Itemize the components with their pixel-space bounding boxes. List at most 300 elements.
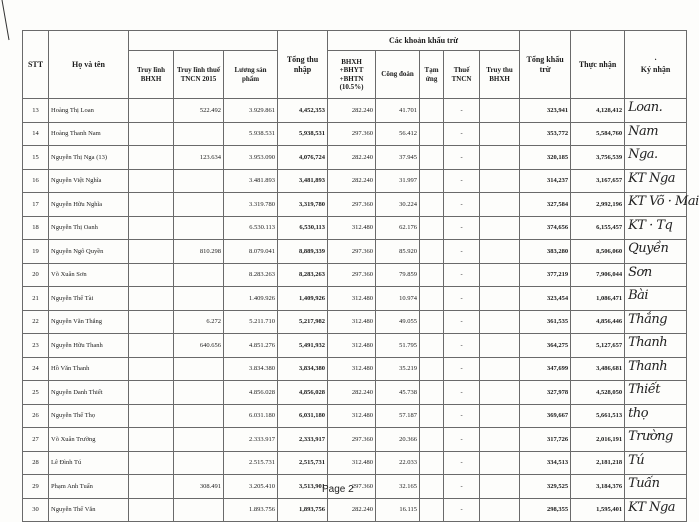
cell-ky-nhan [625,451,687,475]
cell-stt: 29 [23,475,49,499]
col-tam-ung: Tạm ứng [420,51,444,99]
cell-tong-thu-nhap: 8,889,339 [278,240,328,264]
cell-truy-linh-thue: 640.656 [174,334,224,358]
cell-thue-tncn: - [444,451,480,475]
cell-thuc-nhan: 7,906,044 [571,263,625,287]
cell-tong-khau-tru: 323,454 [520,287,571,311]
cell-thuc-nhan: 1,086,471 [571,287,625,311]
page-edge-mark [0,0,14,40]
cell-tong-thu-nhap: 4,076,724 [278,146,328,170]
cell-luong-san-pham: 3.205.410 [224,475,278,499]
cell-tam-ung [420,334,444,358]
cell-stt: 19 [23,240,49,264]
cell-truy-linh-bhxh [129,334,174,358]
cell-thue-tncn: - [444,193,480,217]
cell-stt: 28 [23,451,49,475]
cell-ky-nhan [625,428,687,452]
cell-thuc-nhan: 2,992,196 [571,193,625,217]
cell-name: Võ Xuân Sơn [49,263,129,287]
cell-luong-san-pham: 6.530.113 [224,216,278,240]
cell-truy-linh-thue [174,428,224,452]
cell-truy-linh-bhxh [129,287,174,311]
cell-truy-linh-thue [174,122,224,146]
cell-tam-ung [420,451,444,475]
cell-truy-linh-bhxh [129,169,174,193]
table-row [23,310,687,334]
cell-tong-khau-tru: 320,185 [520,146,571,170]
cell-tong-khau-tru: 314,237 [520,169,571,193]
cell-name: Nguyễn Hữu Nghĩa [49,193,129,217]
cell-cong-doan: 41.701 [376,99,420,123]
cell-ky-nhan [625,404,687,428]
cell-tong-khau-tru: 323,941 [520,99,571,123]
cell-thue-tncn: - [444,263,480,287]
cell-truy-thu-bhxh [480,122,520,146]
cell-thue-tncn: - [444,169,480,193]
cell-thuc-nhan: 5,127,657 [571,334,625,358]
cell-cong-doan: 20.366 [376,428,420,452]
cell-ky-nhan [625,310,687,334]
cell-thuc-nhan: 6,155,457 [571,216,625,240]
cell-truy-thu-bhxh [480,216,520,240]
cell-stt: 14 [23,122,49,146]
cell-tong-khau-tru: 361,535 [520,310,571,334]
cell-stt: 16 [23,169,49,193]
payroll-table [22,30,699,522]
table-row [23,334,687,358]
cell-cong-doan: 35.219 [376,357,420,381]
cell-name: Hoàng Thanh Nam [49,122,129,146]
cell-stt: 18 [23,216,49,240]
cell-name: Nguyễn Ngô Quyền [49,240,129,264]
cell-thuc-nhan: 4,528,050 [571,381,625,405]
cell-truy-thu-bhxh [480,428,520,452]
cell-luong-san-pham: 3.481.893 [224,169,278,193]
cell-truy-linh-thue [174,451,224,475]
cell-truy-thu-bhxh [480,310,520,334]
cell-name: Nguyễn Danh Thiết [49,381,129,405]
cell-thue-tncn: - [444,99,480,123]
cell-bhxh-bhyt-bhtn: 312.480 [328,287,376,311]
cell-thue-tncn: - [444,287,480,311]
cell-truy-linh-bhxh [129,216,174,240]
cell-ky-nhan [625,263,687,287]
cell-thuc-nhan: 3,756,539 [571,146,625,170]
cell-cong-doan: 62.176 [376,216,420,240]
cell-bhxh-bhyt-bhtn: 282.240 [328,99,376,123]
cell-name: Nguyễn Thị Oanh [49,216,129,240]
cell-thuc-nhan: 4,128,412 [571,99,625,123]
cell-name: Nguyễn Thế Văn [49,498,129,522]
cell-name: Lê Đình Tú [49,451,129,475]
table-row [23,263,687,287]
cell-thue-tncn: - [444,310,480,334]
cell-tong-thu-nhap: 3,481,893 [278,169,328,193]
signature-handwriting: Sơn [628,264,652,280]
signature-handwriting: KT Võ · Mai [628,194,699,209]
cell-luong-san-pham: 8.079.041 [224,240,278,264]
cell-thuc-nhan: 1,595,401 [571,498,625,522]
cell-tong-thu-nhap: 2,333,917 [278,428,328,452]
cell-tam-ung [420,122,444,146]
cell-ky-nhan [625,498,687,522]
cell-tam-ung [420,287,444,311]
cell-truy-thu-bhxh [480,263,520,287]
cell-luong-san-pham: 3.319.780 [224,193,278,217]
cell-tong-thu-nhap: 4,856,028 [278,381,328,405]
cell-truy-linh-bhxh [129,475,174,499]
cell-truy-linh-bhxh [129,99,174,123]
cell-truy-linh-thue [174,357,224,381]
cell-thue-tncn: - [444,357,480,381]
col-name: Họ và tên [49,31,129,99]
cell-tong-thu-nhap: 8,283,263 [278,263,328,287]
cell-cong-doan: 57.187 [376,404,420,428]
cell-thue-tncn: - [444,404,480,428]
cell-name: Võ Xuân Trường [49,428,129,452]
table-row [23,146,687,170]
cell-truy-linh-bhxh [129,428,174,452]
cell-tam-ung [420,428,444,452]
cell-tong-thu-nhap: 1,893,756 [278,498,328,522]
cell-truy-linh-thue [174,169,224,193]
cell-thuc-nhan: 3,184,376 [571,475,625,499]
cell-truy-thu-bhxh [480,404,520,428]
cell-bhxh-bhyt-bhtn: 282.240 [328,146,376,170]
cell-ky-nhan [625,193,699,217]
cell-tam-ung [420,263,444,287]
col-truy-thu-bhxh: Truy thu BHXH [480,51,520,99]
cell-stt: 23 [23,334,49,358]
signature-handwriting: Thiết [628,382,661,397]
cell-stt: 24 [23,357,49,381]
cell-tong-khau-tru: 353,772 [520,122,571,146]
cell-thue-tncn: - [444,428,480,452]
ky-nhan-label: Ký nhận [640,64,671,74]
cell-name: Phạm Anh Tuấn [49,475,129,499]
table-row [23,169,687,193]
cell-tam-ung [420,99,444,123]
cell-truy-thu-bhxh [480,193,520,217]
col-bhxh-bhyt-bhtn: BHXH +BHYT +BHTN (10.5%) [328,51,376,99]
cell-bhxh-bhyt-bhtn: 297.360 [328,263,376,287]
cell-stt: 13 [23,99,49,123]
signature-handwriting: Loan. [628,100,663,115]
cell-luong-san-pham: 4.856.028 [224,381,278,405]
cell-tong-thu-nhap: 6,031,180 [278,404,328,428]
cell-cong-doan: 37.945 [376,146,420,170]
cell-stt: 27 [23,428,49,452]
cell-tong-thu-nhap: 3,513,901 [278,475,328,499]
cell-thue-tncn: - [444,498,480,522]
signature-handwriting: thọ [628,405,649,421]
cell-tong-thu-nhap: 5,217,982 [278,310,328,334]
cell-truy-linh-bhxh [129,381,174,405]
cell-name: Nguyễn Thị Nga (13) [49,146,129,170]
cell-bhxh-bhyt-bhtn: 312.480 [328,404,376,428]
cell-thue-tncn: - [444,381,480,405]
cell-stt: 21 [23,287,49,311]
cell-cong-doan: 16.115 [376,498,420,522]
col-luong-san-pham: Lương sản phẩm [224,51,278,99]
col-cac-khoan-khau-tru: Các khoản khấu trừ [328,31,520,51]
cell-cong-doan: 22.033 [376,451,420,475]
cell-luong-san-pham: 2.515.731 [224,451,278,475]
cell-ky-nhan [625,216,687,240]
cell-tong-khau-tru: 383,280 [520,240,571,264]
signature-handwriting: Quyền [628,241,669,256]
cell-ky-nhan [625,169,687,193]
cell-luong-san-pham: 5.211.710 [224,310,278,334]
cell-truy-linh-thue: 308.491 [174,475,224,499]
cell-truy-thu-bhxh [480,334,520,358]
table-row [23,404,687,428]
cell-bhxh-bhyt-bhtn: 297.360 [328,122,376,146]
col-truy-linh-thue: Truy lĩnh thuế TNCN 2015 [174,51,224,99]
cell-tam-ung [420,216,444,240]
col-ky-nhan [625,31,687,99]
cell-thue-tncn: - [444,475,480,499]
cell-cong-doan: 10.974 [376,287,420,311]
cell-truy-linh-bhxh [129,193,174,217]
cell-stt: 25 [23,381,49,405]
cell-thuc-nhan: 2,181,218 [571,451,625,475]
cell-thuc-nhan: 3,486,681 [571,357,625,381]
cell-cong-doan: 85.920 [376,240,420,264]
cell-bhxh-bhyt-bhtn: 282.240 [328,169,376,193]
cell-truy-linh-thue [174,216,224,240]
cell-bhxh-bhyt-bhtn: 297.360 [328,193,376,217]
cell-truy-thu-bhxh [480,357,520,381]
signature-handwriting: Trường [628,429,673,444]
signature-handwriting: KT Nga [628,499,676,515]
cell-truy-thu-bhxh [480,381,520,405]
cell-thue-tncn: - [444,240,480,264]
cell-truy-linh-bhxh [129,404,174,428]
table-row [23,451,687,475]
cell-ky-nhan [625,475,687,499]
cell-ky-nhan [625,99,687,123]
cell-tong-khau-tru: 329,525 [520,475,571,499]
cell-luong-san-pham: 4.851.276 [224,334,278,358]
cell-ky-nhan [625,287,687,311]
col-truy-linh-bhxh: Truy lĩnh BHXH [129,51,174,99]
cell-luong-san-pham: 1.409.926 [224,287,278,311]
cell-tam-ung [420,169,444,193]
cell-tam-ung [420,357,444,381]
cell-cong-doan: 79.859 [376,263,420,287]
cell-truy-linh-bhxh [129,240,174,264]
cell-tong-khau-tru: 374,656 [520,216,571,240]
cell-tong-thu-nhap: 4,452,353 [278,99,328,123]
cell-truy-linh-bhxh [129,357,174,381]
table-row [23,193,687,217]
signature-handwriting: Thanh [628,335,668,350]
cell-tam-ung [420,193,444,217]
cell-thuc-nhan: 5,661,513 [571,404,625,428]
cell-truy-linh-thue [174,404,224,428]
cell-bhxh-bhyt-bhtn: 312.480 [328,216,376,240]
cell-stt: 20 [23,263,49,287]
cell-tam-ung [420,310,444,334]
cell-bhxh-bhyt-bhtn: 297.360 [328,428,376,452]
cell-bhxh-bhyt-bhtn: 282.240 [328,498,376,522]
cell-luong-san-pham: 3.929.861 [224,99,278,123]
cell-truy-thu-bhxh [480,451,520,475]
col-tong-thu-nhap: Tổng thu nhập [278,31,328,99]
cell-tong-khau-tru: 327,584 [520,193,571,217]
col-stt: STT [23,31,49,99]
cell-cong-doan: 45.738 [376,381,420,405]
cell-tong-thu-nhap: 3,319,780 [278,193,328,217]
cell-thue-tncn: - [444,334,480,358]
cell-tong-khau-tru: 298,355 [520,498,571,522]
table-row [23,357,687,381]
cell-bhxh-bhyt-bhtn: 312.480 [328,310,376,334]
cell-name: Hồ Văn Thanh [49,357,129,381]
cell-luong-san-pham: 5.938.531 [224,122,278,146]
cell-truy-thu-bhxh [480,498,520,522]
table-row [23,287,687,311]
cell-stt: 30 [23,498,49,522]
cell-bhxh-bhyt-bhtn: 312.480 [328,334,376,358]
cell-truy-linh-bhxh [129,310,174,334]
signature-handwriting: Tuấn [628,476,660,491]
col-tong-khau-tru: Tổng khấu trừ [520,31,571,99]
cell-name: Nguyễn Hữu Thanh [49,334,129,358]
cell-name: Nguyễn Văn Thắng [49,310,129,334]
signature-handwriting: Thanh [628,358,668,374]
col-thuc-nhan: Thực nhận [571,31,625,99]
table-row [23,381,687,405]
cell-truy-linh-bhxh [129,498,174,522]
cell-ky-nhan [625,146,687,170]
signature-handwriting: Bài [628,288,649,303]
cell-truy-thu-bhxh [480,146,520,170]
signature-handwriting: Thắng [628,311,668,327]
cell-truy-linh-thue: 123.634 [174,146,224,170]
cell-truy-linh-thue [174,287,224,311]
cell-tong-khau-tru: 369,667 [520,404,571,428]
cell-ky-nhan [625,381,687,405]
cell-truy-linh-thue [174,498,224,522]
cell-luong-san-pham: 3.953.090 [224,146,278,170]
cell-truy-thu-bhxh [480,475,520,499]
cell-bhxh-bhyt-bhtn: 312.480 [328,451,376,475]
cell-thue-tncn: - [444,216,480,240]
signature-handwriting: Nam [628,123,659,139]
cell-thue-tncn: - [444,122,480,146]
cell-stt: 22 [23,310,49,334]
cell-luong-san-pham: 8.283.263 [224,263,278,287]
cell-cong-doan: 31.997 [376,169,420,193]
cell-tong-khau-tru: 347,699 [520,357,571,381]
table-row [23,216,687,240]
cell-luong-san-pham: 3.834.380 [224,357,278,381]
cell-tong-thu-nhap: 6,530,113 [278,216,328,240]
cell-truy-linh-thue: 6.272 [174,310,224,334]
cell-truy-linh-bhxh [129,122,174,146]
cell-thuc-nhan: 3,167,657 [571,169,625,193]
cell-name: Nguyễn Việt Nghĩa [49,169,129,193]
cell-truy-thu-bhxh [480,287,520,311]
cell-tong-thu-nhap: 3,834,380 [278,357,328,381]
cell-tam-ung [420,475,444,499]
cell-thue-tncn: - [444,146,480,170]
cell-truy-linh-bhxh [129,451,174,475]
cell-truy-thu-bhxh [480,99,520,123]
cell-tong-khau-tru: 377,219 [520,263,571,287]
cell-luong-san-pham: 1.893.756 [224,498,278,522]
page-number: Page 2 [322,484,354,495]
cell-tong-khau-tru: 317,726 [520,428,571,452]
table-row [23,99,687,123]
cell-cong-doan: 49.055 [376,310,420,334]
cell-luong-san-pham: 6.031.180 [224,404,278,428]
signature-handwriting: Nga. [628,147,658,162]
cell-bhxh-bhyt-bhtn: 297.360 [328,240,376,264]
cell-stt: 15 [23,146,49,170]
cell-thuc-nhan: 2,016,191 [571,428,625,452]
cell-ky-nhan [625,240,687,264]
cell-truy-linh-thue: 810.298 [174,240,224,264]
cell-tam-ung [420,404,444,428]
cell-thuc-nhan: 5,584,760 [571,122,625,146]
cell-tong-thu-nhap: 2,515,731 [278,451,328,475]
col-thue-tncn: Thuế TNCN [444,51,480,99]
cell-name: Nguyễn Thế Thọ [49,404,129,428]
cell-ky-nhan [625,334,687,358]
cell-tong-thu-nhap: 5,491,932 [278,334,328,358]
cell-tong-khau-tru: 334,513 [520,451,571,475]
cell-ky-nhan [625,122,687,146]
cell-thuc-nhan: 8,506,060 [571,240,625,264]
signature-handwriting: Tú [628,452,645,468]
signature-handwriting: KT Nga [628,170,676,186]
ky-nhan-dot: · [654,55,657,65]
table-row [23,122,687,146]
cell-truy-linh-bhxh [129,146,174,170]
cell-cong-doan: 30.224 [376,193,420,217]
table-row [23,498,687,522]
cell-luong-san-pham: 2.333.917 [224,428,278,452]
table-row [23,428,687,452]
cell-tam-ung [420,381,444,405]
cell-tong-thu-nhap: 5,938,531 [278,122,328,146]
col-cong-doan: Công đoàn [376,51,420,99]
cell-tong-khau-tru: 327,978 [520,381,571,405]
table-row [23,240,687,264]
cell-thuc-nhan: 4,856,446 [571,310,625,334]
cell-stt: 17 [23,193,49,217]
cell-truy-thu-bhxh [480,240,520,264]
cell-tong-khau-tru: 364,275 [520,334,571,358]
cell-truy-thu-bhxh [480,169,520,193]
cell-bhxh-bhyt-bhtn: 282.240 [328,381,376,405]
cell-truy-linh-bhxh [129,263,174,287]
cell-truy-linh-thue [174,263,224,287]
cell-tam-ung [420,498,444,522]
cell-stt: 26 [23,404,49,428]
cell-bhxh-bhyt-bhtn: 312.480 [328,357,376,381]
cell-ky-nhan [625,357,687,381]
cell-cong-doan: 32.165 [376,475,420,499]
cell-truy-linh-thue [174,381,224,405]
cell-name: Hoàng Thị Loan [49,99,129,123]
cell-bhxh-bhyt-bhtn: 297.360 [328,475,376,499]
cell-name: Nguyễn Thế Tài [49,287,129,311]
signature-handwriting: KT · Tq [628,217,673,233]
